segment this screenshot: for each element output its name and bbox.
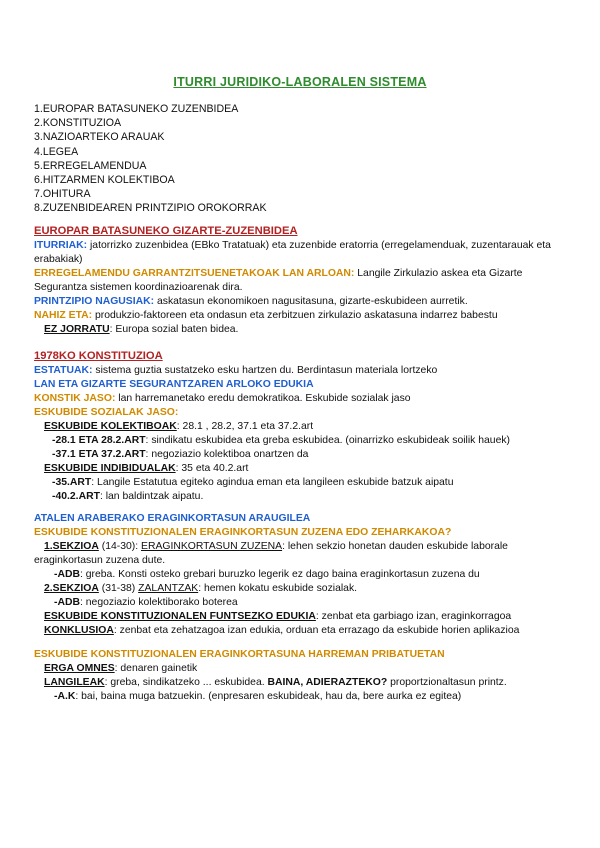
konstik-text: lan harremanetako eredu demokratikoa. Eskubide sozialak jaso (115, 393, 411, 404)
art35-line (34, 476, 574, 490)
eu-printzipio (34, 295, 574, 309)
art37-text: : negoziazio kolektiboa onartzen da (145, 449, 309, 460)
eu-ez-jorratu (34, 323, 574, 337)
konklusioa-line (34, 624, 574, 638)
pribatu-section (34, 648, 574, 704)
konstituzioa-section (34, 348, 574, 504)
kolektiboak-line (34, 420, 574, 434)
konst-estatuak (34, 364, 574, 378)
iturriak-label: ITURRIAK: (34, 240, 88, 251)
art402-line (34, 490, 574, 504)
eu-iturriak (34, 239, 574, 267)
s2-text: : hemen kokatu eskubide sozialak. (198, 583, 358, 594)
art28-line (34, 434, 574, 448)
atalen-heading: ATALEN ARABERAKO ERAGINKORTASUN ARAUGILEA (34, 513, 311, 524)
art402-text: : lan baldintzak aipatu. (99, 491, 204, 502)
erga-label: ERGA OMNES (44, 663, 115, 674)
ez-text: : Europa sozial baten bidea. (109, 324, 239, 335)
iturriak-text: jatorrizko zuzenbidea (EBko Tratatuak) eta zuzenbide eratorria (erregelamenduak, zuzentarauak eta erabakiak) (34, 240, 551, 265)
art28-label: -28.1 ETA 28.2.ART (52, 435, 146, 446)
eu-heading: EUROPAR BATASUNEKO GIZARTE-ZUZENBIDEA (34, 225, 298, 237)
adb1-label: -ADB (54, 569, 80, 580)
estatuak-text: sistema guztia sustatzeko esku hartzen du. Berdintasun materiala lortzeko (92, 365, 438, 376)
s2-range: (31-38) (98, 583, 139, 594)
s2-label: 2.SEKZIOA (44, 583, 99, 594)
s1-range: (14-30): (98, 541, 142, 552)
nahiz-label: NAHIZ ETA: (34, 310, 93, 321)
konklusioa-label: KONKLUSIOA (44, 625, 114, 636)
konst-konstik (34, 392, 574, 406)
ez-label: EZ JORRATU (44, 324, 110, 335)
indibidualak-text: : 35 eta 40.2.art (175, 463, 249, 474)
langileak-line (34, 676, 574, 690)
s1-label: 1.SEKZIOA (44, 541, 99, 552)
sekzioa1-line (34, 540, 574, 554)
erga-text: : denaren gainetik (114, 663, 198, 674)
eu-erregelamendu (34, 267, 574, 295)
kolektiboak-text: : 28.1 , 28.2, 37.1 eta 37.2.art (176, 421, 314, 432)
table-of-contents (34, 102, 267, 216)
ak-text: : bai, baina muga batzuekin. (enpresaren eskubideak, hau da, bere aurka ez egitea) (75, 691, 462, 702)
pribatu-heading: ESKUBIDE KONSTITUZIONALEN ERAGINKORTASUNA HARREMAN PRIBATUETAN (34, 649, 445, 660)
atalen-section (34, 512, 574, 638)
ak-line (34, 690, 574, 704)
erreg-text: Langile Zirkulazio askea eta Gizarte Segurantza sistemen koordinazioarenak dira. (34, 268, 523, 293)
konstik-label: KONSTIK JASO: (34, 393, 116, 404)
art35-label: -35.ART (52, 477, 92, 488)
sekzioa2-line (34, 582, 574, 596)
toc-item: 4.LEGEA (34, 145, 79, 158)
art37-label: -37.1 ETA 37.2.ART (52, 449, 146, 460)
art402-label: -40.2.ART (52, 491, 100, 502)
adb1-line (34, 568, 574, 582)
eu-nahiz (34, 309, 574, 323)
eskubide-sozialak-heading: ESKUBIDE SOZIALAK JASO: (34, 407, 179, 418)
toc-item: 5.ERREGELAMENDUA (34, 159, 147, 172)
page-title: ITURRI JURIDIKO-LABORALEN SISTEMA (173, 75, 427, 89)
erga-line (34, 662, 574, 676)
sekzioa1-cont: eraginkortasun zuzena dute. (34, 555, 166, 566)
s1-text: : lehen sekzio honetan dauden eskubide laborale (282, 541, 508, 552)
toc-item: 8.ZUZENBIDEAREN PRINTZIPIO OROKORRAK (34, 202, 267, 215)
konst-heading: 1978KO KONSTITUZIOA (34, 350, 163, 362)
printzipio-label: PRINTZIPIO NAGUSIAK: (34, 296, 155, 307)
indibidualak-label: ESKUBIDE INDIBIDUALAK (44, 463, 176, 474)
lan-heading: LAN ETA GIZARTE SEGURANTZAREN ARLOKO EDUKIA (34, 379, 314, 390)
adb2-text: : negoziazio kolektiborako boterea (79, 597, 238, 608)
art35-text: : Langile Estatutua egiteko agindua eman eta langileen eskubide batzuk aipatu (91, 477, 454, 488)
kolektiboak-label: ESKUBIDE KOLEKTIBOAK (44, 421, 177, 432)
langileak-bold: BAINA, ADIERAZTEKO? (267, 677, 388, 688)
toc-item: 7.OHITURA (34, 188, 91, 201)
estatuak-label: ESTATUAK: (34, 365, 93, 376)
adb2-line (34, 596, 574, 610)
eu-section (34, 223, 574, 337)
printzipio-text: askatasun ekonomikoen nagusitasuna, gizarte-eskubideen aurretik. (154, 296, 468, 307)
funtsezko-label: ESKUBIDE KONSTITUZIONALEN FUNTSEZKO EDUKIA (44, 611, 316, 622)
ak-label: -A.K (54, 691, 76, 702)
adb2-label: -ADB (54, 597, 80, 608)
funtsezko-line (34, 610, 574, 624)
erreg-label: ERREGELAMENDU GARRANTZITSUENETAKOAK LAN ARLOAN: (34, 268, 355, 279)
toc-item: 3.NAZIOARTEKO ARAUAK (34, 131, 165, 144)
s1-term: ERAGINKORTASUN ZUZENA (141, 541, 283, 552)
art37-line (34, 448, 574, 462)
art28-text: : sindikatu eskubidea eta greba eskubidea. (oinarrizko eskubideak soilik hauek) (145, 435, 511, 446)
s2-term: ZALANTZAK (138, 583, 199, 594)
indibidualak-line (34, 462, 574, 476)
toc-item: 6.HITZARMEN KOLEKTIBOA (34, 174, 175, 187)
langileak-tail: proportzionaltasun printz. (387, 677, 507, 688)
toc-item: 2.KONSTITUZIOA (34, 117, 122, 130)
langileak-text: : greba, sindikatzeko ... eskubidea. (104, 677, 268, 688)
konklusioa-text: : zenbat eta zehatzagoa izan edukia, orduan eta errazago da eskubide horien aplikazioa (113, 625, 520, 636)
funtsezko-text: : zenbat eta garbiago izan, eraginkorragoa (315, 611, 512, 622)
adb1-text: : greba. Konsti osteko grebari buruzko legerik ez dago baina eraginkortasun zuzena du (79, 569, 480, 580)
nahiz-text: produkzio-faktoreen eta ondasun eta zerbitzuen zirkulazio askatasuna indarrez babestu (92, 310, 498, 321)
toc-item: 1.EUROPAR BATASUNEKO ZUZENBIDEA (34, 103, 239, 115)
atalen-question: ESKUBIDE KONSTITUZIONALEN ERAGINKORTASUN ZUZENA EDO ZEHARKAKOA? (34, 527, 452, 538)
langileak-label: LANGILEAK (44, 677, 105, 688)
